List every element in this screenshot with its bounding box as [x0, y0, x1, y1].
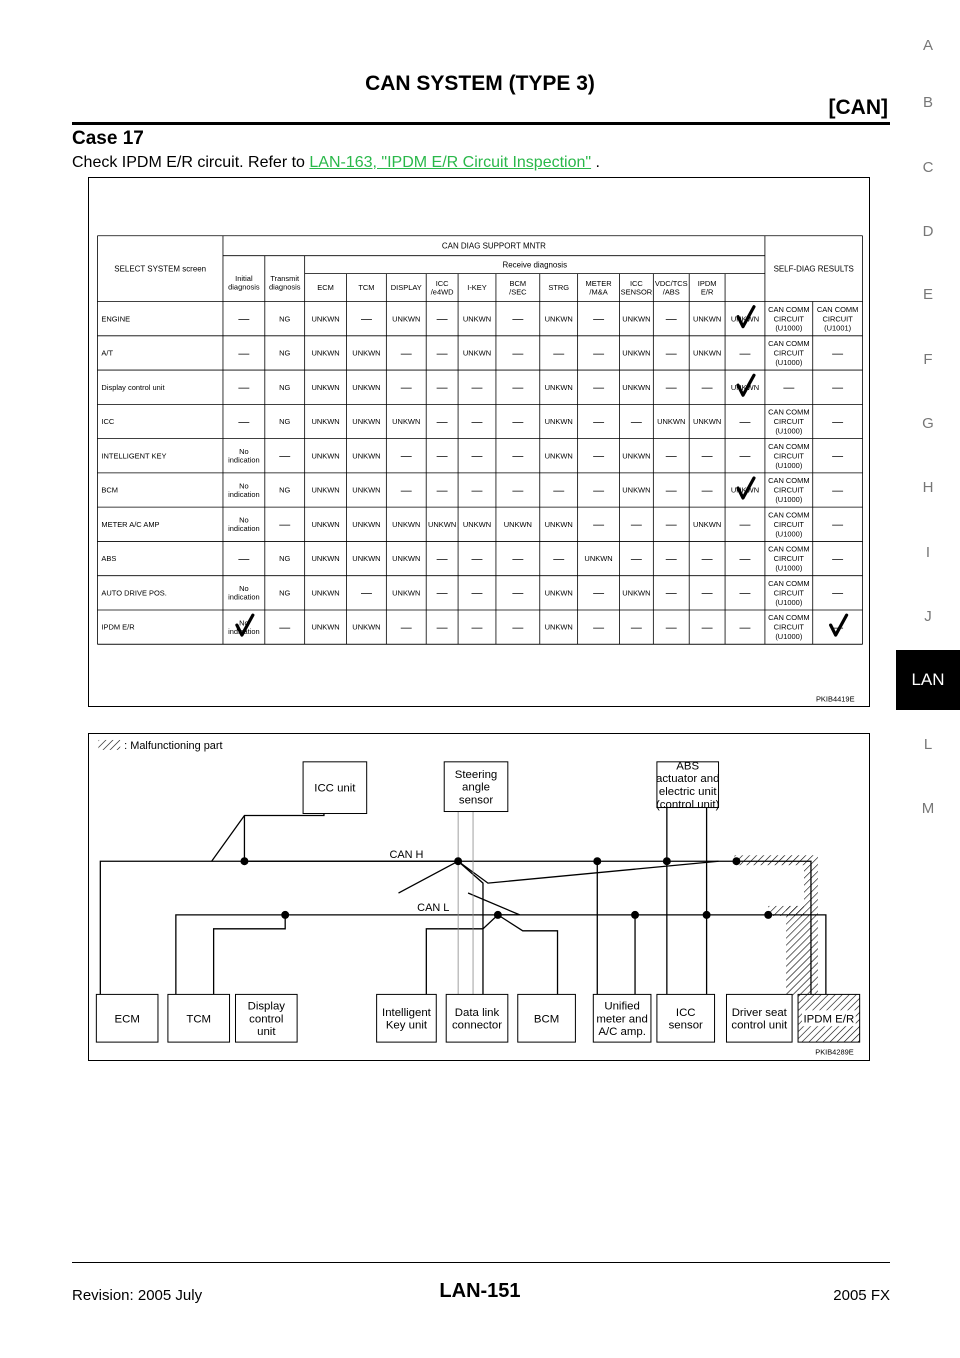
- malfunction-hatch-canh: [734, 855, 804, 865]
- table-grid: [97, 236, 862, 644]
- canh-main-1: [244, 816, 458, 894]
- diag-cell: —: [360, 587, 372, 600]
- diag-cell: UNKWN: [392, 519, 421, 529]
- bcm-canl: [498, 915, 558, 995]
- diag-cell: —: [279, 519, 291, 532]
- instruction-text: [72, 154, 600, 172]
- diag-cell: —: [553, 347, 565, 360]
- diag-cell: —: [665, 347, 677, 360]
- diag-cell: —: [739, 553, 751, 566]
- can-l-label: CAN L: [417, 901, 450, 914]
- diag-cell: NG: [279, 382, 291, 392]
- unified-meter-label: Unified meter and A/C amp.: [596, 1000, 648, 1039]
- diag-cell: —: [593, 416, 605, 429]
- diag-cell: UNKWN: [392, 417, 421, 427]
- icc-sensor-label: ICC sensor: [668, 1006, 703, 1032]
- diag-cell: UNKWN: [352, 519, 381, 529]
- sidebar-tab[interactable]: F: [923, 351, 933, 368]
- diag-cell: —: [593, 347, 605, 360]
- self-diag-cell-2: —: [832, 621, 844, 634]
- receive-column-header: STRG: [548, 283, 570, 293]
- ecm-canh-wire: [100, 764, 324, 995]
- self-diag-cell-2: —: [832, 382, 844, 395]
- malfunction-legend-text: : Malfunctioning part: [124, 739, 223, 752]
- canl-steer-up: [468, 893, 520, 915]
- diag-cell: —: [400, 621, 412, 634]
- diag-cell: UNKWN: [693, 417, 722, 427]
- bus-junction-dot: [663, 857, 671, 865]
- figure-id-2: PKIB4289E: [815, 1047, 854, 1057]
- receive-column-header: BCM /SEC: [509, 278, 527, 297]
- diag-cell: —: [701, 587, 713, 600]
- diag-cell: —: [471, 450, 483, 463]
- self-diag-cell-2: —: [832, 519, 844, 532]
- diag-cell: NG: [279, 348, 291, 358]
- diag-cell: —: [593, 313, 605, 326]
- diag-cell: —: [360, 313, 372, 326]
- page-number: LAN-151: [439, 1280, 521, 1302]
- diag-cell: —: [739, 450, 751, 463]
- diag-cell: UNKWN: [544, 622, 573, 632]
- diag-cell: UNKWN: [622, 451, 651, 461]
- sidebar-tab[interactable]: L: [923, 736, 933, 753]
- diag-cell: —: [279, 450, 291, 463]
- system-row-label: ENGINE: [101, 314, 131, 324]
- diag-cell: —: [471, 484, 483, 497]
- data-link-connector-label: Data link connector: [451, 1006, 503, 1032]
- inspection-link[interactable]: LAN-163, "IPDM E/R Circuit Inspection": [309, 154, 592, 171]
- diag-cell: UNKWN: [730, 485, 760, 495]
- steering-angle-sensor-label: Steering angle sensor: [454, 768, 498, 807]
- bcm-label: BCM: [533, 1013, 560, 1026]
- section-index-sidebar: [896, 0, 960, 1358]
- diag-cell: —: [512, 416, 524, 429]
- diag-cell: —: [471, 553, 483, 566]
- ipdm-er-label: IPDM E/R: [803, 1013, 855, 1026]
- diag-cell: —: [471, 621, 483, 634]
- diag-cell: UNKWN: [693, 348, 722, 358]
- diag-cell: —: [593, 621, 605, 634]
- self-diag-cell: CAN COMM CIRCUIT (U1000): [768, 510, 810, 539]
- diag-cell: UNKWN: [311, 314, 340, 324]
- diag-cell: —: [593, 382, 605, 395]
- diag-cell: —: [512, 313, 524, 326]
- system-row-label: METER A/C AMP: [101, 519, 160, 529]
- diag-cell: —: [701, 450, 713, 463]
- malfunction-legend-swatch: [98, 740, 120, 750]
- diag-cell: UNKWN: [730, 382, 760, 392]
- diag-cell: —: [630, 519, 642, 532]
- diag-cell: —: [436, 484, 448, 497]
- ecm-label: ECM: [114, 1013, 140, 1026]
- diag-cell: —: [665, 484, 677, 497]
- receive-column-header: DISPLAY: [390, 283, 422, 293]
- diag-cell: UNKWN: [693, 314, 722, 324]
- diag-cell: —: [739, 587, 751, 600]
- diag-cell: UNKWN: [311, 382, 340, 392]
- diag-cell: —: [238, 382, 250, 395]
- case-title: Case 17: [72, 128, 144, 149]
- diag-cell: UNKWN: [352, 348, 381, 358]
- diag-cell: —: [665, 519, 677, 532]
- self-diag-cell-2: —: [832, 587, 844, 600]
- diag-cell: UNKWN: [544, 417, 573, 427]
- diag-cell: UNKWN: [311, 451, 340, 461]
- canl-left: [176, 915, 498, 995]
- diag-cell: UNKWN: [311, 417, 340, 427]
- bus-junction-dot: [281, 911, 289, 919]
- malfunction-hatch-inner: [786, 906, 804, 995]
- diag-cell: —: [665, 553, 677, 566]
- diag-cell: UNKWN: [462, 314, 492, 324]
- diag-cell: —: [436, 313, 448, 326]
- canl-bus-ipdm: [498, 915, 826, 995]
- diag-cell: UNKWN: [657, 417, 686, 427]
- diag-cell: —: [400, 382, 412, 395]
- system-row-label: AUTO DRIVE POS.: [101, 588, 167, 598]
- diag-cell: —: [739, 519, 751, 532]
- system-row-label: INTELLIGENT KEY: [101, 451, 167, 461]
- diag-cell: —: [665, 450, 677, 463]
- tcm-label: TCM: [186, 1013, 212, 1026]
- self-diag-cell-2: —: [832, 450, 844, 463]
- diag-cell: —: [238, 347, 250, 360]
- sidebar-tab[interactable]: B: [922, 94, 933, 111]
- sidebar-tab[interactable]: J: [924, 608, 932, 625]
- receive-column-header: VDC/TCS /ABS: [654, 278, 688, 297]
- diag-cell: No indication: [228, 515, 260, 534]
- receive-column-header: ICC /e4WD: [430, 278, 454, 297]
- diag-cell: NG: [279, 554, 291, 564]
- diag-cell: UNKWN: [352, 485, 381, 495]
- diag-cell: —: [238, 553, 250, 566]
- bus-junction-dot: [764, 911, 772, 919]
- self-diag-cell-2: CAN COMM CIRCUIT (U1001): [816, 304, 859, 333]
- instruction-suffix: .: [591, 154, 600, 171]
- initial-diagnosis-header: Initial diagnosis: [228, 273, 260, 292]
- receive-column-header: I-KEY: [467, 283, 487, 293]
- diag-cell: —: [512, 587, 524, 600]
- system-row-label: ABS: [101, 554, 117, 564]
- sidebar-tab-active[interactable]: LAN: [896, 650, 960, 710]
- diag-cell: —: [471, 382, 483, 395]
- receive-column-header: ICC SENSOR: [620, 278, 653, 297]
- diag-cell: UNKWN: [622, 588, 651, 598]
- receive-column-header: IPDM E/R: [697, 278, 717, 297]
- can-h-label: CAN H: [389, 849, 424, 862]
- revision-date: Revision: 2005 July: [72, 1287, 203, 1304]
- icc-unit-label: ICC unit: [314, 782, 356, 795]
- diag-cell: No indication: [228, 447, 260, 465]
- diag-cell: —: [630, 553, 642, 566]
- bus-junction-dot: [732, 857, 740, 865]
- self-diag-cell: CAN COMM CIRCUIT (U1000): [768, 304, 810, 333]
- sidebar-tab[interactable]: A: [922, 37, 933, 54]
- diag-cell: —: [436, 621, 448, 634]
- self-diag-cell: CAN COMM CIRCUIT (U1000): [768, 544, 810, 573]
- diag-cell: —: [665, 382, 677, 395]
- diag-cell: UNKWN: [462, 348, 492, 358]
- self-diag-cell: CAN COMM CIRCUIT (U1000): [768, 441, 810, 470]
- datalink-wire: [458, 861, 483, 994]
- footer-rule: [72, 1262, 890, 1263]
- page-title: CAN SYSTEM (TYPE 3): [365, 72, 595, 95]
- diag-cell: —: [665, 621, 677, 634]
- diag-cell: No indication: [228, 584, 260, 602]
- diag-cell: —: [701, 382, 713, 395]
- diag-cell: —: [400, 484, 412, 497]
- transmit-diagnosis-header: Transmit diagnosis: [268, 273, 301, 292]
- diag-cell: —: [701, 621, 713, 634]
- diag-cell: —: [238, 416, 250, 429]
- diag-cell: —: [665, 587, 677, 600]
- diag-cell: —: [701, 553, 713, 566]
- system-row-label: BCM: [101, 485, 119, 495]
- diag-cell: NG: [279, 417, 291, 427]
- diag-cell: UNKWN: [392, 314, 421, 324]
- diag-cell: UNKWN: [622, 314, 651, 324]
- diag-cell: —: [471, 416, 483, 429]
- sidebar-tab[interactable]: H: [922, 479, 934, 496]
- bus-junction-dot: [593, 857, 601, 865]
- diag-cell: UNKWN: [352, 554, 381, 564]
- canh-main-2: [458, 861, 718, 883]
- diag-cell: —: [593, 450, 605, 463]
- diag-cell: UNKWN: [311, 588, 340, 598]
- figure-id: PKIB4419E: [815, 694, 855, 704]
- self-diag-cell: CAN COMM CIRCUIT (U1000): [768, 339, 810, 368]
- sidebar-tab[interactable]: M: [921, 800, 935, 817]
- header-rule: [72, 122, 890, 125]
- instruction-prefix: Check IPDM E/R circuit. Refer to: [72, 154, 310, 171]
- diag-cell: —: [630, 416, 642, 429]
- diag-cell: UNKWN: [392, 588, 421, 598]
- diag-cell: —: [593, 519, 605, 532]
- self-diag-cell-2: —: [832, 416, 844, 429]
- diag-cell: —: [701, 484, 713, 497]
- bus-junction-dot: [494, 911, 502, 919]
- system-row-label: ICC: [101, 417, 115, 427]
- diag-cell: —: [512, 621, 524, 634]
- diag-cell: UNKWN: [544, 382, 573, 392]
- diag-cell: —: [630, 621, 642, 634]
- self-diag-cell: CAN COMM CIRCUIT (U1000): [768, 407, 810, 436]
- sidebar-tab[interactable]: C: [922, 159, 934, 176]
- driver-seat-control-unit-label: Driver seat control unit: [731, 1006, 788, 1032]
- diag-cell: UNKWN: [544, 519, 573, 529]
- receive-column-header: TCM: [358, 283, 375, 293]
- diag-cell: —: [593, 484, 605, 497]
- diag-cell: —: [238, 313, 250, 326]
- diag-cell: —: [400, 450, 412, 463]
- diag-cell: —: [400, 347, 412, 360]
- diag-cell: —: [436, 450, 448, 463]
- abs-actuator-unit-label: ABS actuator and electric unit (control unit): [656, 760, 720, 812]
- can-wiring-diagram: [88, 733, 870, 1061]
- bus-junction-dot: [240, 857, 248, 865]
- diag-cell: UNKWN: [544, 588, 573, 598]
- diag-cell: NG: [279, 314, 291, 324]
- diag-cell: —: [665, 313, 677, 326]
- intelligent-key-unit-label: Intelligent Key unit: [382, 1006, 431, 1032]
- diag-cell: —: [436, 416, 448, 429]
- diag-cell: —: [739, 621, 751, 634]
- diag-cell: —: [593, 587, 605, 600]
- system-row-label: A/T: [101, 348, 114, 358]
- diagnosis-table-figure: [88, 177, 870, 707]
- diag-cell: —: [436, 347, 448, 360]
- diag-cell: —: [436, 553, 448, 566]
- diag-cell: UNKWN: [311, 554, 340, 564]
- display-control-unit-label: Display control unit: [247, 1000, 286, 1039]
- diag-cell: UNKWN: [311, 485, 340, 495]
- diag-cell: No indication: [228, 481, 260, 499]
- receive-column-header: METER /M&A: [585, 278, 612, 297]
- diag-cell: —: [512, 553, 524, 566]
- diag-cell: —: [436, 382, 448, 395]
- diag-cell: UNKWN: [311, 519, 340, 529]
- self-diag-cell-2: —: [832, 484, 844, 497]
- self-diag-cell: CAN COMM CIRCUIT (U1000): [768, 476, 810, 505]
- sidebar-tab[interactable]: G: [922, 415, 934, 432]
- diag-cell: —: [739, 347, 751, 360]
- self-diag-cell-2: —: [832, 553, 844, 566]
- diag-cell: UNKWN: [584, 554, 613, 564]
- bus-junction-dot: [454, 857, 462, 865]
- diag-cell: —: [512, 484, 524, 497]
- diag-cell: UNKWN: [352, 417, 381, 427]
- system-row-label: Display control unit: [101, 382, 165, 392]
- self-diag-cell: CAN COMM CIRCUIT (U1000): [768, 578, 810, 607]
- system-row-label: IPDM E/R: [101, 622, 135, 632]
- diag-cell: UNKWN: [311, 622, 340, 632]
- diag-cell: UNKWN: [544, 451, 573, 461]
- diag-cell: —: [512, 382, 524, 395]
- sidebar-tab[interactable]: E: [922, 286, 933, 303]
- diag-cell: UNKWN: [352, 382, 381, 392]
- ikey-canl: [426, 915, 498, 995]
- diag-cell: —: [553, 484, 565, 497]
- bus-junction-dot: [703, 911, 711, 919]
- display-canl: [214, 915, 286, 995]
- diag-cell: UNKWN: [352, 622, 381, 632]
- diag-cell: No indication: [228, 618, 260, 637]
- diag-cell: UNKWN: [428, 519, 457, 529]
- self-diag-header: SELF-DIAG RESULTS: [773, 264, 854, 274]
- self-diag-cell: CAN COMM CIRCUIT (U1000): [768, 613, 810, 642]
- diag-cell: —: [436, 587, 448, 600]
- receive-column-header: ECM: [317, 283, 334, 293]
- self-diag-cell: —: [783, 382, 795, 395]
- sidebar-tab[interactable]: I: [925, 544, 931, 561]
- diag-cell: UNKWN: [622, 382, 651, 392]
- diag-cell: —: [279, 621, 291, 634]
- section-tag: [CAN]: [828, 96, 888, 119]
- diag-cell: —: [512, 450, 524, 463]
- sidebar-tab[interactable]: D: [922, 223, 934, 240]
- diag-cell: UNKWN: [544, 314, 573, 324]
- diag-cell: UNKWN: [622, 485, 651, 495]
- diag-cell: UNKWN: [352, 451, 381, 461]
- diag-cell: UNKWN: [462, 519, 492, 529]
- diag-cell: —: [739, 416, 751, 429]
- diag-cell: —: [553, 553, 565, 566]
- can-diag-header: CAN DIAG SUPPORT MNTR: [441, 241, 546, 251]
- diag-cell: UNKWN: [503, 519, 532, 529]
- diag-cell: UNKWN: [622, 348, 651, 358]
- diag-cell: UNKWN: [311, 348, 340, 358]
- select-system-header: SELECT SYSTEM screen: [114, 264, 207, 274]
- model-year: 2005 FX: [833, 1287, 890, 1304]
- receive-diagnosis-header: Receive diagnosis: [502, 260, 568, 270]
- diag-cell: —: [512, 347, 524, 360]
- diag-cell: NG: [279, 485, 291, 495]
- diag-cell: UNKWN: [730, 314, 760, 324]
- bus-junction-dot: [631, 911, 639, 919]
- self-diag-cell-2: —: [832, 347, 844, 360]
- diag-cell: —: [471, 587, 483, 600]
- diag-cell: UNKWN: [392, 554, 421, 564]
- diag-cell: NG: [279, 588, 291, 598]
- diag-cell: UNKWN: [693, 519, 722, 529]
